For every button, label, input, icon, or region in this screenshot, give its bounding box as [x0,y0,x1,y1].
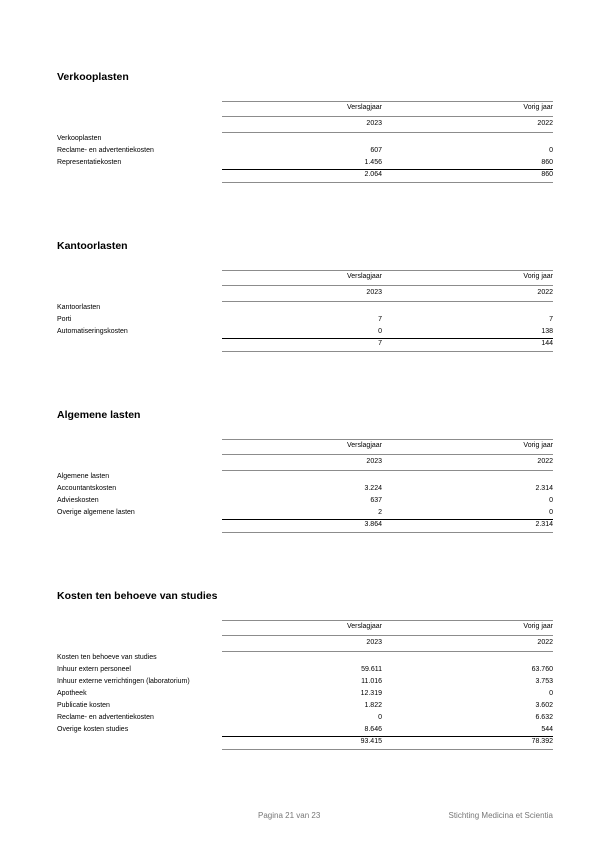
total-rule [222,519,553,520]
row-current: 11.016 [361,678,382,685]
row-label: Apotheek [57,690,87,697]
row-current: 7 [378,316,382,323]
header-rule [222,651,553,652]
row-current: 8.646 [364,726,382,733]
organization-name: Stichting Medicina et Scientia [448,811,553,820]
table-row [57,726,553,736]
row-current: 1.456 [364,159,382,166]
previous-year-label: Vorig jaar [523,623,553,630]
table-row [57,316,553,326]
header-rule [222,620,553,621]
current-year: 2023 [366,120,382,127]
current-year: 2023 [366,289,382,296]
row-current: 637 [370,497,382,504]
table-row [57,159,553,169]
section-title: Kosten ten behoeve van studies [57,590,218,602]
current-year: 2023 [366,639,382,646]
current-year-label: Verslagjaar [346,442,382,449]
row-current: 607 [370,147,382,154]
row-label: Automatiseringskosten [57,328,128,335]
total-row [57,340,553,350]
section-title: Verkooplasten [57,71,129,83]
row-previous: 544 [541,726,553,733]
header-rule [222,101,553,102]
row-label: Overige algemene lasten [57,509,135,516]
row-current: 1.822 [364,702,382,709]
table-row [57,485,553,495]
row-current: 2 [378,509,382,516]
row-label: Inhuur extern personeel [57,666,131,673]
row-previous: 0 [549,690,553,697]
row-current: 0 [378,714,382,721]
section-verkooplasten [57,71,553,186]
row-current: 3.224 [364,485,382,492]
header-rule [222,116,553,117]
section-title: Kantoorlasten [57,240,128,252]
table-row [57,328,553,338]
group-label: Verkooplasten [57,135,102,142]
row-label: Porti [57,316,72,323]
previous-year: 2022 [537,458,553,465]
row-label: Advieskosten [57,497,99,504]
row-previous: 0 [549,497,553,504]
row-label: Overige kosten studies [57,726,129,733]
row-previous: 3.753 [535,678,553,685]
header-rule [222,470,553,471]
row-label: Accountantskosten [57,485,117,492]
table-row [57,690,553,700]
row-previous: 7 [549,316,553,323]
group-label-row [57,473,553,483]
page-number: Pagina 21 van 23 [258,811,321,820]
row-previous: 63.760 [531,666,553,673]
total-row [57,171,553,181]
row-label: Publicatie kosten [57,702,110,709]
header-rule [222,439,553,440]
header-rule [222,285,553,286]
row-previous: 860 [541,159,553,166]
total-bottom-rule [222,749,553,750]
total-current: 93.415 [360,738,382,745]
section-kantoorlasten [57,240,553,355]
row-current: 0 [378,328,382,335]
section-algemene-lasten [57,409,553,536]
group-label-row [57,654,553,664]
group-label: Kosten ten behoeve van studies [57,654,157,661]
total-previous: 144 [541,340,553,347]
total-bottom-rule [222,182,553,183]
current-year-label: Verslagjaar [346,273,382,280]
row-label: Reclame- en advertentiekosten [57,147,154,154]
total-rule [222,169,553,170]
row-label: Inhuur externe verrichtingen (laboratorium) [57,678,190,685]
total-current: 2.064 [364,171,382,178]
total-previous: 860 [541,171,553,178]
header-rule [222,270,553,271]
table-row [57,714,553,724]
row-previous: 3.602 [535,702,553,709]
group-label-row [57,304,553,314]
current-year: 2023 [366,458,382,465]
header-rule [222,635,553,636]
total-row [57,738,553,748]
total-rule [222,338,553,339]
total-bottom-rule [222,532,553,533]
current-year-label: Verslagjaar [346,104,382,111]
table-row [57,509,553,519]
row-label: Reclame- en advertentiekosten [57,714,154,721]
section-kosten-studies [57,590,553,754]
previous-year: 2022 [537,639,553,646]
total-previous: 78.392 [531,738,553,745]
row-previous: 6.632 [535,714,553,721]
table-row [57,147,553,157]
table-row [57,678,553,688]
previous-year-label: Vorig jaar [523,104,553,111]
total-rule [222,736,553,737]
previous-year: 2022 [537,120,553,127]
row-label: Representatiekosten [57,159,122,166]
header-rule [222,132,553,133]
header-rule [222,454,553,455]
row-previous: 138 [541,328,553,335]
row-previous: 2.314 [535,485,553,492]
header-rule [222,301,553,302]
row-current: 59.611 [361,666,382,673]
current-year-label: Verslagjaar [346,623,382,630]
group-label-row [57,135,553,145]
table-row [57,702,553,712]
section-title: Algemene lasten [57,409,141,421]
previous-year-label: Vorig jaar [523,273,553,280]
group-label: Algemene lasten [57,473,110,480]
total-current: 3.864 [364,521,382,528]
row-current: 12.319 [360,690,382,697]
previous-year: 2022 [537,289,553,296]
total-previous: 2.314 [535,521,553,528]
previous-year-label: Vorig jaar [523,442,553,449]
total-row [57,521,553,531]
total-current: 7 [378,340,382,347]
row-previous: 0 [549,509,553,516]
group-label: Kantoorlasten [57,304,101,311]
table-row [57,666,553,676]
table-row [57,497,553,507]
row-previous: 0 [549,147,553,154]
total-bottom-rule [222,351,553,352]
